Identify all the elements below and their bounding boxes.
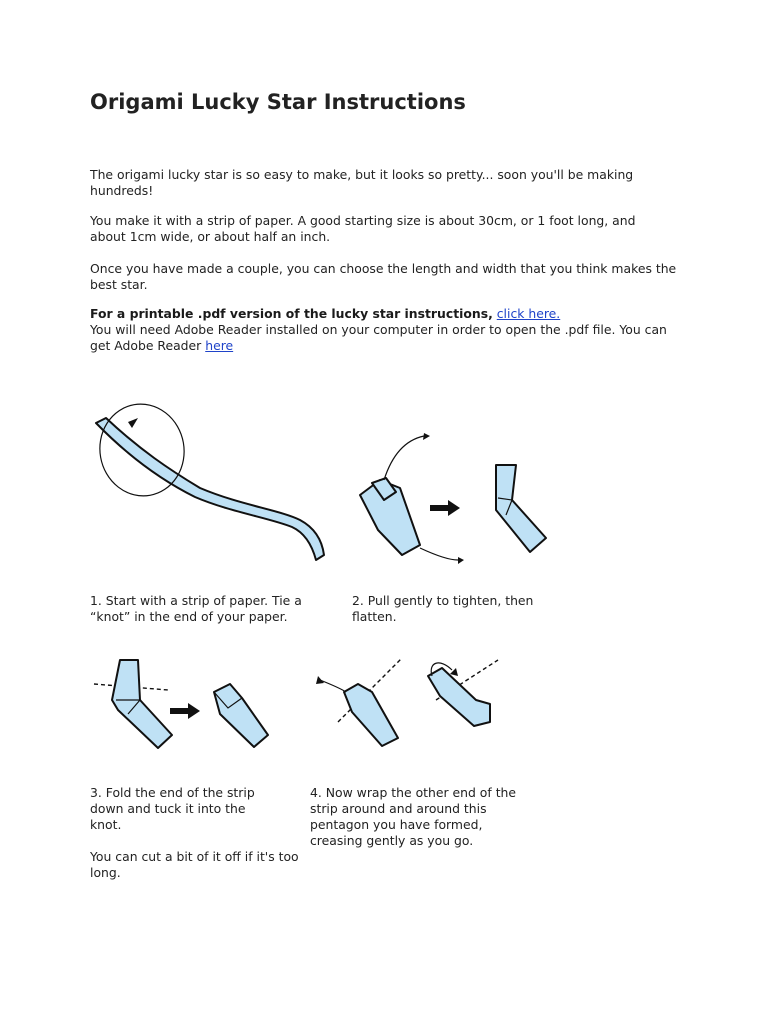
intro-paragraph-1: The origami lucky star is so easy to make, but it looks so pretty... soon you'll be making hundreds! [90,167,634,198]
step3-note: You can cut a bit of it off if it's too long. [90,849,299,880]
intro-paragraph-3: Once you have made a couple, you can choose the length and width that you think makes the best star. [90,261,677,292]
step2-caption: 2. Pull gently to tighten, then flatten. [352,593,534,624]
adobe-reader-link[interactable]: here [205,338,234,353]
reader-text: You will need Adobe Reader installed on your computer in order to open the .pdf file. You can get Adobe Reader [90,322,667,353]
intro-paragraph-2: You make it with a strip of paper. A good starting size is about 30cm, or 1 foot long, and about 1cm wide, or about half an inch. [90,213,636,244]
pdf-bold-text: For a printable .pdf version of the lucky star instructions, [90,306,493,321]
step1-caption: 1. Start with a strip of paper. Tie a “knot” in the end of your paper. [90,593,302,624]
page-title: Origami Lucky Star Instructions [90,90,466,114]
step1-strip-illustration [93,397,324,560]
step2-knot-illustration [360,433,546,564]
pdf-link[interactable]: click here. [496,306,561,321]
step3-fold-illustration [94,660,268,748]
step4-wrap-illustration [316,658,498,746]
step3-caption: 3. Fold the end of the strip down and tuck it into the knot. [90,785,255,832]
step4-caption: 4. Now wrap the other end of the strip around and around this pentagon you have formed, creasing gently as you go. [310,785,517,848]
